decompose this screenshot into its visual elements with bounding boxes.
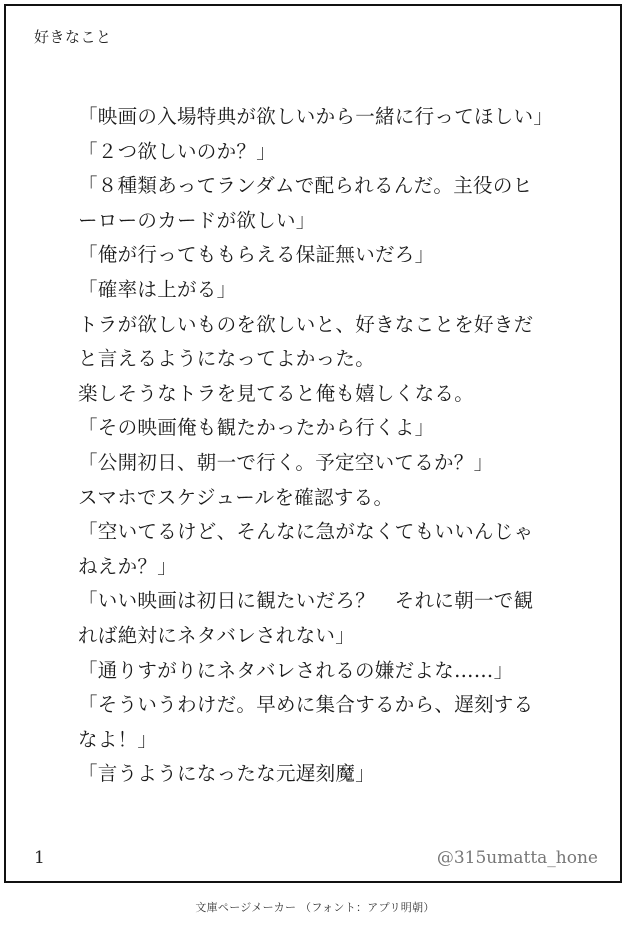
- text-line: スマホでスケジュールを確認する。: [78, 485, 394, 509]
- text-line: 「映画の入場特典が欲しいから一緒に行ってほしい」: [78, 105, 554, 128]
- footer-credit: 文庫ページメーカー （フォント：アプリ明朝）: [195, 901, 435, 914]
- text-line: 「８種類あってランダムで配られるんだ。主役のヒ: [78, 174, 533, 198]
- text-line: 「言うようになったな元遅刻魔」: [78, 762, 376, 786]
- text-line: と言えるようになってよかった。: [78, 347, 376, 371]
- text-line: 「確率は上がる」: [78, 277, 237, 301]
- text-line: 「俺が行ってももらえる保証無いだろ」: [78, 243, 435, 267]
- text-line: ねえか？」: [78, 554, 178, 578]
- text-line: 「通りすがりにネタバレされるの嫌だよな……」: [78, 658, 514, 682]
- text-line: 楽しそうなトラを見てると俺も嬉しくなる。: [78, 381, 474, 405]
- book-page: [4, 4, 622, 883]
- text-line: トラが欲しいものを欲しいと、好きなことを好きだ: [78, 312, 534, 336]
- text-line: 「公開初日、朝一で行く。予定空いてるか？」: [78, 450, 494, 474]
- running-title: 好きなこと: [34, 28, 112, 46]
- text-line: 「空いてるけど、そんなに急がなくてもいいんじゃ: [78, 520, 534, 544]
- text-line: ーローのカードが欲しい」: [78, 208, 316, 232]
- text-line: 「いい映画は初日に観たいだろ？ それに朝一で観: [78, 589, 534, 613]
- text-line: 「２つ欲しいのか？」: [78, 139, 277, 163]
- author-handle: @315umatta_hone: [436, 848, 598, 868]
- page-number: 1: [34, 848, 45, 868]
- text-line: れば絶対にネタバレされない」: [78, 623, 356, 647]
- text-line: 「そういうわけだ。早めに集合するから、遅刻する: [78, 693, 534, 717]
- text-line: 「その映画俺も観たかったから行くよ」: [78, 416, 435, 440]
- body-text: [78, 100, 578, 792]
- text-line: なよ！」: [78, 727, 158, 751]
